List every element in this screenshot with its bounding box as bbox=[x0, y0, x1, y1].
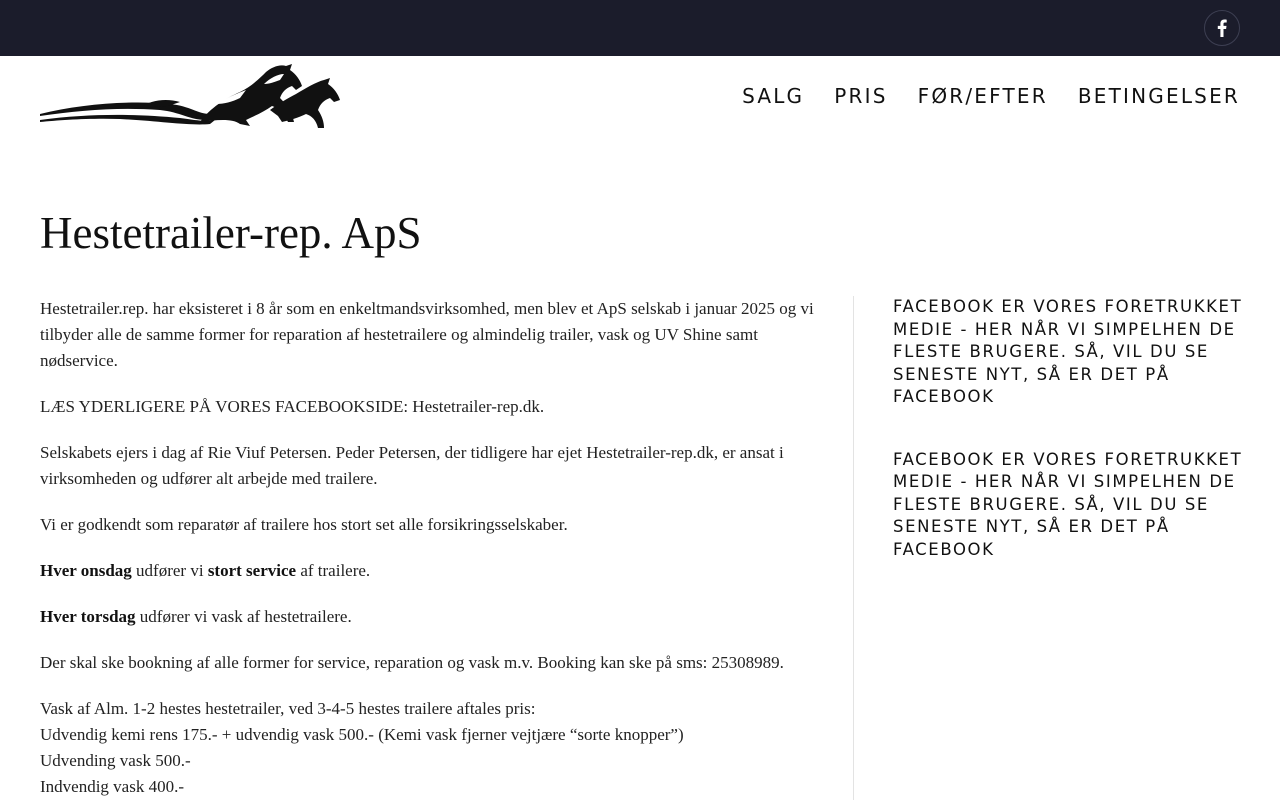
wednesday-paragraph bbox=[40, 558, 815, 584]
horse-trailer-logo-icon bbox=[40, 64, 340, 130]
thursday-label: Hver torsdag bbox=[40, 607, 136, 626]
thursday-text: udfører vi vask af hestetrailere. bbox=[135, 607, 352, 626]
insurance-paragraph: Vi er godkendt som reparatør af trailere hos stort set alle forsikringsselskaber. bbox=[40, 515, 568, 534]
sidebar bbox=[893, 296, 1243, 561]
wednesday-text-1: udfører vi bbox=[131, 561, 208, 580]
service-label: stort service bbox=[207, 561, 297, 580]
nav-item-pris[interactable]: PRIS bbox=[834, 84, 888, 108]
price-line: Udvending vask 500.- bbox=[40, 751, 191, 770]
nav-item-foer-efter[interactable]: FØR/EFTER bbox=[917, 84, 1048, 108]
price-list bbox=[40, 696, 815, 800]
booking-paragraph: Der skal ske bookning af alle former for service, reparation og vask m.v. Booking kan ske på sms: 25308989. bbox=[40, 653, 784, 672]
page-title: Hestetrailer-rep. ApS bbox=[40, 208, 422, 258]
price-line: Udvendig kemi rens 175.- + udvendig vask 500.- (Kemi vask fjerner vejtjære “sorte knopper”) bbox=[40, 725, 684, 744]
sidebar-facebook-notice: FACEBOOK ER VORES FORETRUKKET MEDIE - HER NÅR VI SIMPELHEN DE FLESTE BRUGERE. SÅ, VIL DU SE SENESTE NYT, SÅ ER DET PÅ FACEBOOK bbox=[893, 297, 1243, 406]
price-line: Vask af Alm. 1-2 hestes hestetrailer, ved 3-4-5 hestes trailere aftales pris: bbox=[40, 699, 536, 718]
facebook-paragraph: LÆS YDERLIGERE PÅ VORES FACEBOOKSIDE: Hestetrailer-rep.dk. bbox=[40, 397, 545, 416]
column-divider bbox=[853, 296, 854, 800]
top-bar bbox=[0, 0, 1280, 56]
site-logo[interactable] bbox=[40, 64, 340, 130]
wednesday-text-2: af trailere. bbox=[296, 561, 371, 580]
price-line: Indvendig vask 400.- bbox=[40, 777, 185, 796]
thursday-paragraph bbox=[40, 604, 815, 630]
nav-item-betingelser[interactable]: BETINGELSER bbox=[1077, 84, 1240, 108]
facebook-icon bbox=[1217, 19, 1227, 37]
owner-paragraph: Selskabets ejers i dag af Rie Viuf Petersen. Peder Petersen, der tidligere har ejet Hestetrailer-rep.dk, er ansat i virksomheden og udfører alt arbejde med trailere. bbox=[40, 443, 784, 488]
main-nav bbox=[742, 84, 1240, 108]
intro-paragraph: Hestetrailer.rep. har eksisteret i 8 år som en enkeltmandsvirksomhed, men blev et ApS selskab i januar 2025 og vi tilbyder alle de samme former for reparation af hestetrailere og almindelig trailer, vask og UV Shine samt nødservice. bbox=[40, 299, 814, 370]
nav-item-salg[interactable]: SALG bbox=[742, 84, 805, 108]
main-content bbox=[40, 296, 815, 800]
facebook-link[interactable] bbox=[1204, 10, 1240, 46]
sidebar-facebook-notice: FACEBOOK ER VORES FORETRUKKET MEDIE - HER NÅR VI SIMPELHEN DE FLESTE BRUGERE. SÅ, VIL DU SE SENESTE NYT, SÅ ER DET PÅ FACEBOOK bbox=[893, 449, 1243, 559]
wednesday-label: Hver onsdag bbox=[40, 561, 132, 580]
